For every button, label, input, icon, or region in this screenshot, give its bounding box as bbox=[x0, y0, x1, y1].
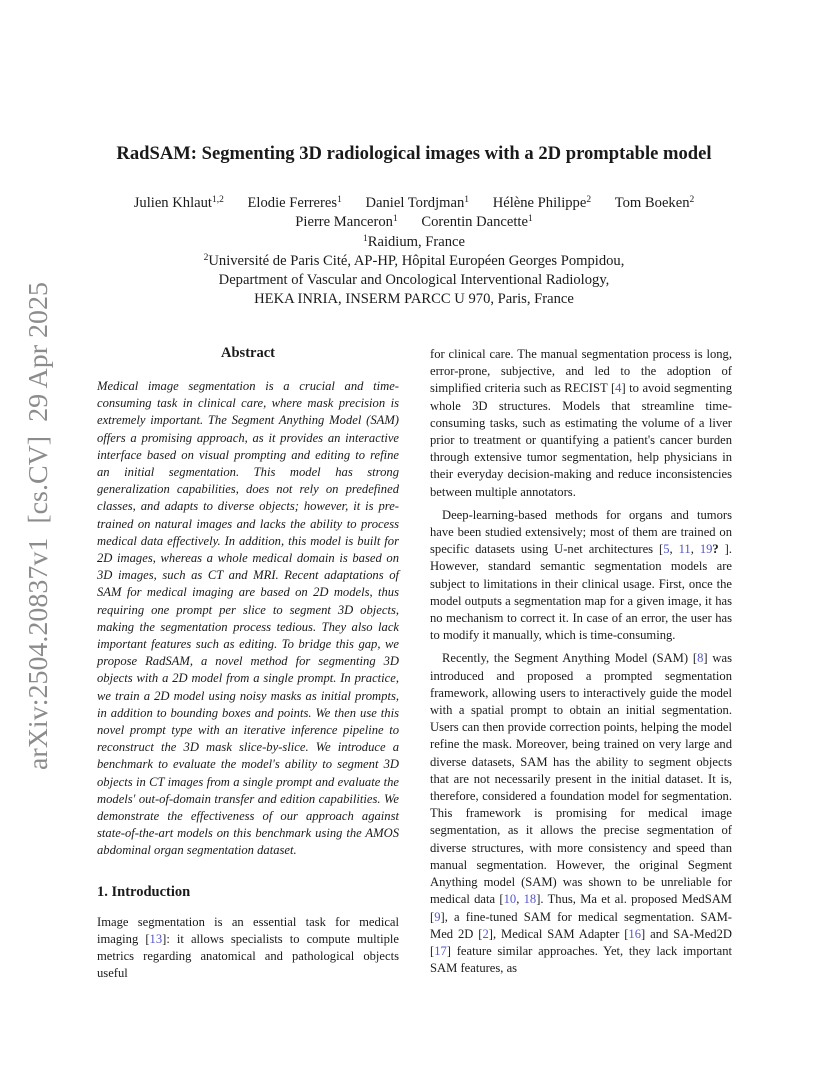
citation-link[interactable]: 4 bbox=[615, 381, 622, 396]
abstract-heading: Abstract bbox=[221, 345, 275, 361]
citation-link[interactable]: 10 bbox=[503, 892, 517, 907]
abstract-body: Medical image segmentation is a crucial and time-consuming task in clinical care, where mask precision is extremely important. The Segment Anything Model (SAM) offers a promising approach, as it provides an interactive interface based on visual prompting and editing to refine an initial segmentation. This model has strong generalization capabilities, does not rely on predefined classes, and adapts to diverse objects; however, it is pre-trained on natural images and lacks the ability to process medical data effectively. In addition, this model is built for 2D images, whereas a whole medical domain is based on 3D images, such as CT and MRI. Recent adaptations of SAM for medical imaging are based on 2D models, thus requiring one prompt per slice to segment 3D objects, making the segmentation process tedious. They also lack important features such as editing. To bridge this gap, we propose RadSAM, a novel method for segmenting 3D objects with a 2D model from a single prompt. In practice, we train a 2D model using noisy masks as initial prompts, in addition to bounding boxes and points. We then use this novel prompt type with an iterative inference pipeline to reconstruct the 3D mask slice-by-slice. We introduce a benchmark to evaluate the model's ability to segment 3D objects in CT images from a single prompt and evaluate the models' out-of-domain transfer and edition capabilities. We demonstrate the effectiveness of our approach against state-of-the-art models on this benchmark using the AMOS abdominal organ segmentation dataset. bbox=[97, 379, 399, 858]
author-row-2 bbox=[60, 213, 768, 232]
author-row-1 bbox=[60, 194, 768, 213]
left-column bbox=[97, 344, 399, 983]
citation-link[interactable]: 18 bbox=[523, 892, 537, 907]
author-block bbox=[60, 194, 768, 310]
author: Hélène Philippe$^2$ bbox=[492, 195, 592, 211]
citation-link[interactable]: 17 bbox=[434, 943, 447, 958]
arxiv-stamp bbox=[4, 270, 60, 770]
affiliation-1: $^1$Raidium, France bbox=[362, 233, 466, 250]
introduction-heading: 1. Introduction bbox=[97, 883, 191, 900]
intro-paragraph: Image segmentation is an essential task for medical imaging [13]: it allows specialists to compute multiple metrics regarding anatomical and pathological objects useful bbox=[97, 914, 399, 981]
affiliation-2-line-2: Department of Vascular and Oncological Interventional Radiology, bbox=[218, 272, 610, 289]
citation-link[interactable]: 9 bbox=[434, 909, 441, 924]
author: Daniel Tordjman$^1$ bbox=[365, 195, 470, 211]
author: Tom Boeken$^2$ bbox=[614, 195, 695, 211]
author: Pierre Manceron$^1$ bbox=[295, 214, 398, 231]
citation-link[interactable]: 2 bbox=[482, 926, 489, 941]
author: Elodie Ferreres$^1$ bbox=[247, 195, 342, 211]
paper-title: RadSAM: Segmenting 3D radiological images with a 2D promptable model bbox=[116, 143, 712, 164]
citation-link[interactable]: 11 bbox=[678, 542, 691, 557]
body-paragraph: Deep-learning-based methods for organs and tumors have been studied extensively; most of them are trained on specific datasets using U-net architectures [5, 11, 19? ]. However, standard semantic segmentation models are subject to limitations in their clinical usage. First, once the model outputs a segmentation map for a given image, it has no mechanism to correct it. In case of an error, the user has to modify it manually, which is time-consuming. bbox=[430, 507, 732, 643]
right-column bbox=[430, 346, 732, 977]
body-paragraph: for clinical care. The manual segmentation process is long, error-prone, subjective, and led to the adoption of simplified criteria such as RECIST [4] to avoid segmenting whole 3D structures. Models that streamline time-consuming tasks, such as estimating the volume of a liver prior to treatment or quantifying a patient's cancer burden through extensive tumor segmentation, help physicians in their everyday decision-making and reduce inconsistencies between multiple annotators. bbox=[430, 347, 733, 499]
citation-link[interactable]: 5 bbox=[663, 542, 670, 557]
affiliation-2-line-3: HEKA INRIA, INSERM PARCC U 970, Paris, France bbox=[254, 291, 574, 308]
citation-link[interactable]: 16 bbox=[628, 926, 642, 941]
arxiv-stamp-text: arXiv:2504.20837v1 [cs.CV] 29 Apr 2025 bbox=[23, 299, 53, 770]
affiliation-2: $^2$Université de Paris Cité, AP-HP, Hôpital Européen Georges Pompidou, bbox=[203, 252, 625, 269]
missing-citation-mark: ? bbox=[712, 542, 719, 557]
author: Julien Khlaut$^{1,2}$ bbox=[133, 195, 224, 211]
citation-link[interactable]: 8 bbox=[697, 651, 704, 666]
citation-link[interactable]: 13 bbox=[149, 931, 163, 946]
body-paragraph: Recently, the Segment Anything Model (SAM) [8] was introduced and proposed a prompted segmentation framework, allowing users to interactively guide the model with a spatial prompt to obtain an initial segmentation. Users can then provide correction points, helping the model refine the mask. Moreover, being trained on very large and diverse datasets, SAM has the ability to segment objects that are not necessarily present in the initial dataset. It is, therefore, considered a foundation model for segmentation. This framework is promising for medical image segmentation, as it allows the precise segmentation of diverse structures, with more consistency and speed than manual segmentation. However, the original Segment Anything model (SAM) was shown to be unreliable for medical data [10, 18]. Thus, Ma et al. proposed MedSAM [9], a fine-tuned SAM for medical segmentation. SAM-Med 2D [2], Medical SAM Adapter [16] and SA-Med2D [17] feature similar approaches. Yet, they lack important SAM features, as bbox=[430, 651, 733, 976]
citation-link[interactable]: 19 bbox=[699, 542, 713, 557]
author: Corentin Dancette$^1$ bbox=[421, 214, 533, 231]
